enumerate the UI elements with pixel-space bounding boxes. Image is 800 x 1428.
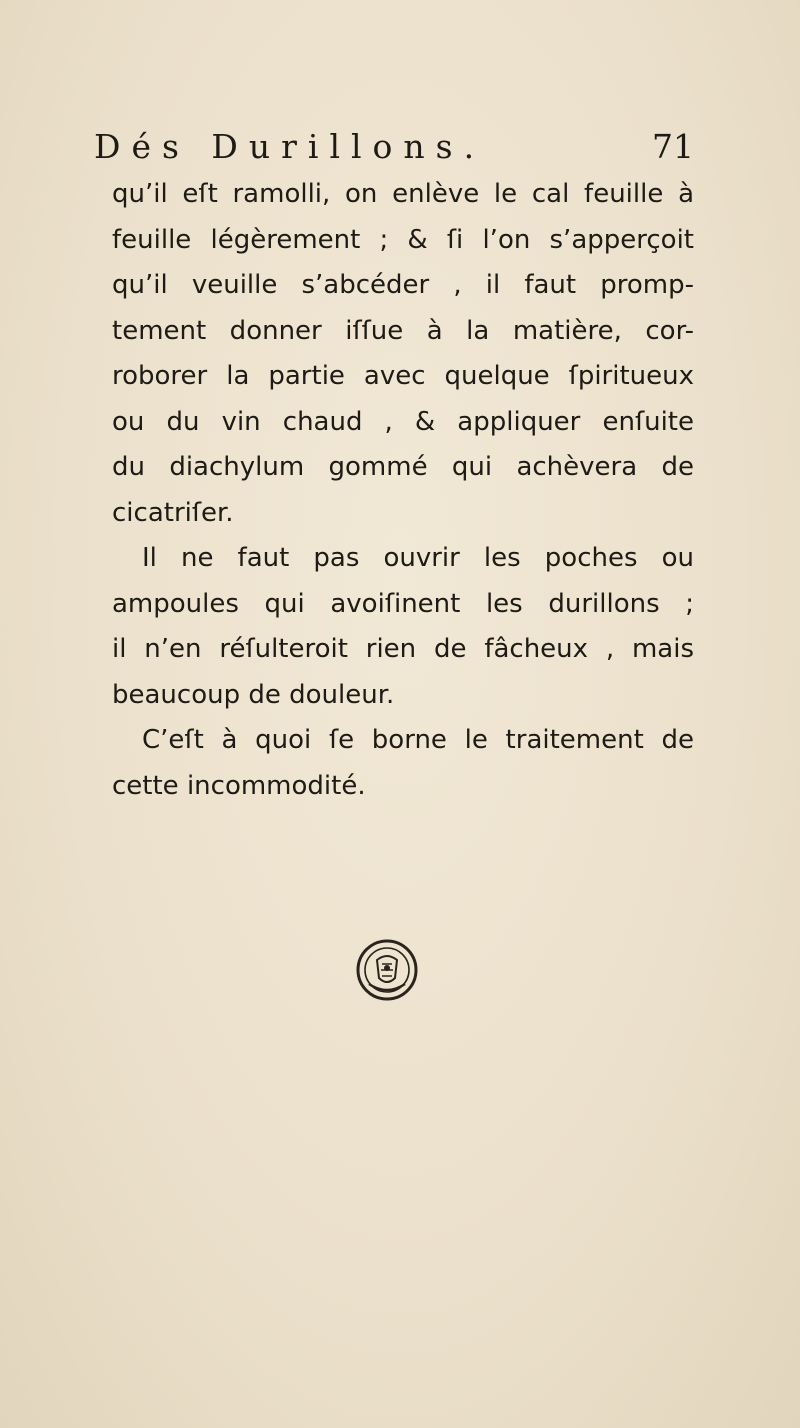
text-line: qu’il eſt ramolli, on enlève le cal feuille à	[112, 179, 694, 209]
text-line: ou du vin chaud , & appliquer enſuite	[112, 406, 694, 437]
running-header	[94, 122, 694, 172]
text-line: ampoules qui avoiſinent les durillons ;	[112, 588, 694, 619]
text-line: C’eſt à quoi ſe borne le traitement de	[142, 725, 694, 755]
text-line: beaucoup de douleur.	[112, 679, 395, 710]
text-line: cicatriſer.	[112, 497, 234, 528]
page-number: 71	[652, 127, 694, 166]
text-line: Il ne faut pas ouvrir les poches ou	[142, 543, 694, 573]
text-line: tement donner iſſue à la matière, cor-	[112, 315, 694, 346]
text-line: roborer la partie avec quelque ſpiritueux	[112, 361, 694, 391]
running-title: Dés Durillons.	[94, 127, 486, 166]
text-line: feuille légèrement ; & ſi l’on s’apperçoit	[112, 224, 694, 255]
text-line: il n’en réſulteroit rien de fâcheux , mais	[112, 634, 694, 664]
library-stamp-icon	[355, 938, 419, 1002]
text-line: cette incommodité.	[112, 770, 366, 801]
text-line: qu’il veuille s’abcéder , il faut promp-	[112, 270, 694, 300]
body-text	[112, 172, 694, 809]
text-line: du diachylum gommé qui achèvera de	[112, 452, 694, 482]
